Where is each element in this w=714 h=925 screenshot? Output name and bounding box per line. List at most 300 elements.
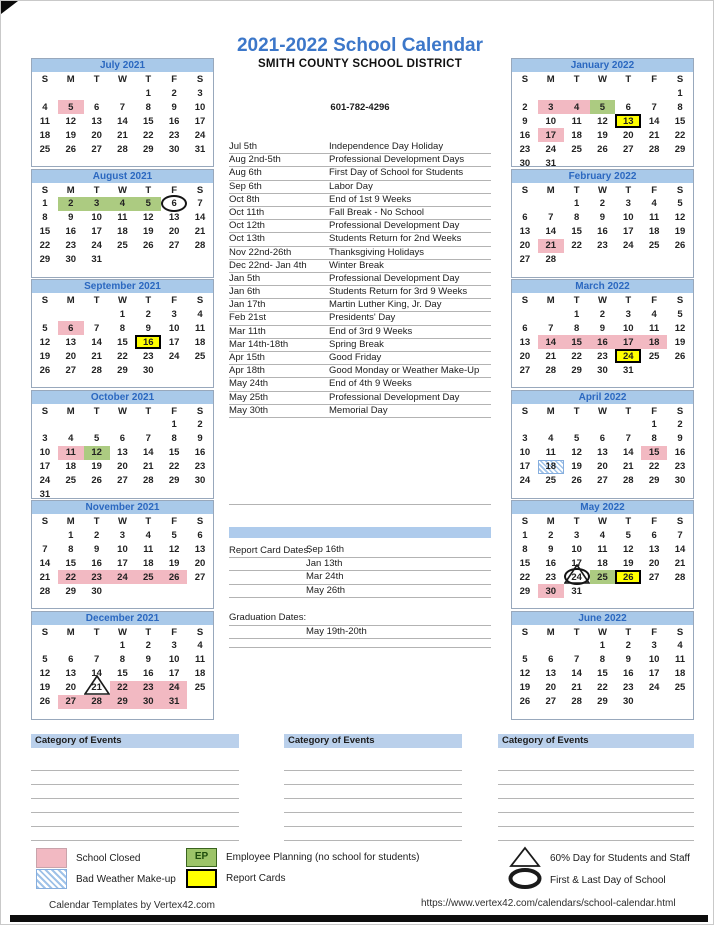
blank-rule-line	[229, 504, 491, 505]
day-number: 7	[42, 543, 48, 555]
day-number: 7	[93, 322, 100, 334]
day-cell	[590, 639, 616, 653]
oval-icon	[506, 867, 544, 893]
day-number: 12	[571, 447, 582, 458]
day-number: 4	[677, 640, 683, 651]
legend-label: School Closed	[76, 852, 141, 864]
day-cell	[161, 100, 187, 114]
day-cell	[615, 335, 641, 349]
day-number: 18	[65, 461, 77, 472]
month-title: August 2021	[32, 170, 213, 183]
day-number: 24	[519, 475, 531, 486]
empty-day-cell	[615, 86, 641, 100]
day-of-week-header: M	[66, 295, 75, 306]
day-number: 28	[117, 143, 128, 155]
day-number: 24	[648, 682, 660, 693]
empty-day-cell	[538, 197, 564, 211]
day-header-row	[512, 184, 693, 197]
day-number: 26	[623, 571, 634, 583]
day-cell	[615, 556, 641, 570]
day-of-week-header: S	[41, 405, 49, 417]
day-cell	[187, 667, 213, 681]
empty-day-cell	[161, 363, 187, 377]
day-of-week-header: S	[521, 295, 529, 306]
day-number: 15	[648, 447, 660, 458]
day-cell	[512, 695, 538, 709]
day-number: 26	[143, 240, 154, 251]
category-blank-lines	[284, 748, 462, 841]
day-cell	[512, 128, 538, 142]
day-number: 1	[522, 529, 528, 541]
day-cell	[615, 667, 641, 681]
week-row	[512, 474, 693, 488]
report-card-date: Jan 13th	[229, 558, 491, 572]
day-cell	[564, 128, 590, 142]
day-cell	[110, 528, 136, 542]
day-cell	[32, 239, 58, 253]
week-row	[512, 128, 693, 142]
event-date: Jul 5th	[229, 141, 257, 152]
day-number: 24	[194, 129, 206, 141]
day-number: 6	[548, 654, 554, 665]
week-row	[32, 446, 213, 460]
day-of-week-header: T	[625, 626, 632, 638]
day-of-week-header: S	[41, 295, 49, 306]
footer-url: https://www.vertex42.com/calendars/school-calendar.html	[421, 898, 676, 909]
day-number: 25	[39, 143, 51, 155]
day-number: 19	[39, 350, 51, 362]
day-number: 26	[91, 475, 102, 486]
day-cell	[538, 460, 564, 474]
day-of-week-header: T	[573, 74, 580, 85]
week-row	[32, 556, 213, 570]
day-header-row	[512, 515, 693, 528]
day-cell	[615, 321, 641, 335]
empty-day-cell	[564, 418, 590, 432]
event-date: Mar 14th-18th	[229, 338, 289, 350]
day-of-week-header: W	[597, 74, 607, 85]
day-cell	[32, 474, 58, 488]
day-cell	[187, 86, 213, 100]
empty-day-cell	[58, 307, 84, 321]
day-cell	[187, 653, 213, 667]
day-number: 22	[674, 129, 686, 141]
event-row	[229, 260, 491, 273]
day-of-week-header: M	[66, 516, 75, 527]
week-row	[512, 653, 693, 667]
week-row	[32, 460, 213, 474]
day-cell	[615, 681, 641, 695]
day-number: 17	[194, 115, 206, 127]
day-number: 18	[194, 668, 206, 679]
day-cell	[84, 653, 110, 667]
day-cell	[512, 225, 538, 239]
day-cell	[135, 225, 161, 239]
day-number: 30	[519, 157, 531, 169]
day-cell	[641, 542, 667, 556]
empty-day-cell	[512, 639, 538, 653]
day-number: 25	[117, 240, 128, 251]
day-cell	[110, 556, 136, 570]
day-number: 26	[65, 143, 77, 155]
day-of-week-header: S	[676, 405, 684, 417]
day-number: 18	[39, 129, 51, 141]
empty-day-cell	[512, 418, 538, 432]
day-number: 2	[68, 198, 74, 209]
day-number: 16	[168, 115, 180, 127]
event-row	[229, 194, 491, 207]
day-number: 21	[571, 682, 582, 693]
day-number: 1	[171, 419, 177, 430]
day-cell	[187, 114, 213, 128]
day-number: 29	[65, 585, 77, 597]
week-row	[512, 349, 693, 363]
day-number: 25	[648, 240, 660, 251]
day-number: 2	[548, 529, 554, 541]
empty-day-cell	[84, 488, 110, 502]
day-cell	[187, 211, 213, 225]
day-number: 28	[623, 475, 634, 486]
day-number: 30	[65, 254, 77, 265]
day-cell	[590, 114, 616, 128]
day-of-week-header: W	[597, 626, 607, 638]
day-of-week-header: T	[573, 295, 580, 306]
day-cell	[538, 156, 564, 170]
day-number: 8	[145, 101, 151, 113]
day-number: 25	[545, 475, 557, 486]
day-number: 1	[119, 640, 126, 651]
week-row	[32, 307, 213, 321]
empty-day-cell	[32, 307, 58, 321]
day-number: 13	[194, 543, 206, 555]
day-cell	[615, 432, 641, 446]
mini-calendar-june-2022	[511, 611, 694, 720]
day-number: 18	[648, 336, 660, 348]
month-title: February 2022	[512, 170, 693, 183]
day-number: 11	[675, 654, 686, 665]
day-cell	[641, 307, 667, 321]
day-number: 4	[119, 198, 126, 209]
day-cell	[161, 460, 187, 474]
day-number: 22	[648, 461, 660, 472]
day-number: 30	[194, 475, 206, 486]
day-of-week-header: T	[93, 295, 100, 306]
legend	[1, 846, 714, 896]
mini-calendar-december-2021	[31, 611, 214, 720]
day-number: 15	[571, 226, 582, 237]
day-cell	[161, 639, 187, 653]
day-number: 14	[545, 226, 557, 237]
day-cell	[187, 446, 213, 460]
event-row	[229, 378, 491, 391]
day-number: 24	[623, 350, 634, 362]
day-number: 14	[545, 336, 557, 348]
day-cell	[590, 556, 616, 570]
scan-bottom-bar	[10, 915, 708, 922]
day-cell	[512, 349, 538, 363]
day-number: 6	[599, 433, 606, 444]
event-description: Good Friday	[329, 352, 382, 363]
day-cell	[564, 460, 590, 474]
day-number: 18	[648, 226, 660, 237]
month-title: November 2021	[32, 501, 213, 514]
day-cell	[538, 432, 564, 446]
week-row	[512, 542, 693, 556]
day-cell	[590, 528, 616, 542]
day-number: 26	[168, 571, 180, 583]
day-cell	[667, 474, 693, 488]
day-number: 17	[168, 668, 180, 679]
day-cell	[161, 556, 187, 570]
day-cell	[110, 681, 136, 695]
day-cell	[135, 460, 161, 474]
day-cell	[667, 349, 693, 363]
day-cell	[641, 460, 667, 474]
day-of-week-header: S	[41, 516, 49, 527]
day-number: 13	[623, 115, 634, 127]
day-number: 21	[623, 461, 634, 472]
day-cell	[641, 114, 667, 128]
day-cell	[161, 197, 187, 211]
day-number: 12	[39, 336, 51, 348]
empty-day-cell	[615, 584, 641, 598]
day-cell	[135, 639, 161, 653]
day-number: 15	[571, 336, 582, 348]
day-cell	[58, 225, 84, 239]
day-number: 31	[91, 254, 102, 265]
day-number: 9	[145, 654, 151, 665]
day-number: 10	[571, 543, 582, 555]
empty-day-cell	[667, 156, 693, 170]
day-number: 18	[674, 668, 686, 679]
day-cell	[135, 307, 161, 321]
day-of-week-header: S	[676, 295, 684, 306]
day-cell	[590, 570, 616, 584]
day-cell	[615, 225, 641, 239]
day-of-week-header: M	[66, 405, 75, 417]
day-number: 20	[91, 129, 102, 141]
week-row	[512, 460, 693, 474]
day-cell	[641, 474, 667, 488]
day-number: 19	[674, 226, 686, 237]
category-of-events-section-1	[31, 734, 239, 841]
week-row	[512, 667, 693, 681]
week-row	[512, 556, 693, 570]
day-cell	[84, 542, 110, 556]
event-description: Spring Break	[329, 338, 384, 350]
day-number: 5	[93, 433, 100, 444]
day-number: 17	[39, 461, 51, 472]
day-cell	[667, 667, 693, 681]
day-cell	[615, 239, 641, 253]
event-description: End of 1st 9 Weeks	[329, 193, 412, 205]
key-dates-list	[229, 141, 491, 418]
day-number: 9	[197, 433, 203, 444]
event-row	[229, 207, 491, 220]
day-number: 23	[91, 571, 102, 583]
event-row	[229, 273, 491, 286]
day-cell	[161, 239, 187, 253]
event-description: Good Monday or Weather Make-Up	[329, 365, 480, 377]
month-grid	[512, 294, 693, 377]
day-number: 25	[648, 350, 660, 362]
day-cell	[538, 528, 564, 542]
day-number: 14	[117, 115, 128, 127]
day-number: 10	[117, 543, 128, 555]
event-row	[229, 352, 491, 365]
section-divider-band	[229, 527, 491, 538]
day-of-week-header: S	[196, 74, 204, 85]
day-number: 12	[674, 212, 686, 223]
day-of-week-header: M	[66, 626, 75, 638]
day-cell	[512, 156, 538, 170]
day-cell	[187, 335, 213, 349]
day-cell	[615, 446, 641, 460]
day-number: 21	[674, 557, 686, 569]
day-number: 8	[171, 433, 177, 444]
day-cell	[58, 335, 84, 349]
day-number: 13	[648, 543, 660, 555]
empty-day-cell	[58, 488, 84, 502]
day-number: 7	[145, 433, 151, 444]
week-row	[512, 100, 693, 114]
day-cell	[590, 142, 616, 156]
day-cell	[641, 321, 667, 335]
day-cell	[32, 570, 58, 584]
day-number: 1	[677, 87, 683, 99]
day-cell	[538, 239, 564, 253]
day-cell	[641, 528, 667, 542]
day-cell	[161, 681, 187, 695]
day-cell	[32, 460, 58, 474]
day-cell	[84, 128, 110, 142]
day-cell	[32, 225, 58, 239]
empty-day-cell	[615, 253, 641, 267]
day-number: 1	[119, 308, 126, 320]
day-cell	[564, 321, 590, 335]
calendar-column-left	[31, 58, 214, 721]
day-cell	[538, 556, 564, 570]
day-cell	[590, 460, 616, 474]
day-number: 11	[649, 212, 660, 223]
empty-day-cell	[590, 584, 616, 598]
day-number: 26	[674, 350, 686, 362]
day-number: 11	[597, 543, 608, 555]
day-cell	[641, 432, 667, 446]
day-number: 20	[194, 557, 206, 569]
day-number: 11	[571, 115, 582, 127]
category-blank-lines	[31, 748, 239, 841]
empty-day-cell	[32, 418, 58, 432]
day-cell	[110, 225, 136, 239]
week-row	[32, 432, 213, 446]
mini-calendar-may-2022	[511, 500, 694, 609]
day-number: 27	[623, 143, 634, 155]
day-cell	[32, 695, 58, 709]
day-number: 13	[65, 668, 77, 679]
day-cell	[84, 446, 110, 460]
day-number: 16	[65, 226, 77, 237]
day-number: 16	[597, 336, 608, 348]
day-number: 17	[91, 226, 102, 237]
day-number: 5	[68, 101, 74, 113]
day-number: 27	[597, 475, 608, 486]
week-row	[512, 639, 693, 653]
day-number: 17	[571, 557, 582, 569]
day-number: 8	[651, 433, 657, 444]
day-of-week-header: M	[546, 74, 555, 85]
day-number: 28	[545, 254, 557, 265]
day-cell	[615, 528, 641, 542]
day-of-week-header: S	[196, 626, 204, 638]
week-row	[512, 363, 693, 377]
day-cell	[135, 570, 161, 584]
day-of-week-header: M	[546, 405, 555, 417]
day-cell	[538, 253, 564, 267]
day-number: 13	[65, 336, 77, 348]
day-cell	[32, 100, 58, 114]
report-card-date: Sep 16th	[229, 544, 491, 558]
day-number: 22	[597, 682, 608, 693]
day-number: 17	[648, 668, 660, 679]
event-date: Apr 18th	[229, 365, 265, 377]
month-grid	[32, 184, 213, 267]
day-cell	[667, 460, 693, 474]
day-number: 28	[194, 240, 206, 251]
day-number: 31	[571, 585, 582, 597]
day-cell	[161, 321, 187, 335]
day-number: 24	[117, 571, 128, 583]
day-number: 1	[42, 198, 48, 209]
day-cell	[110, 335, 136, 349]
event-row	[229, 220, 491, 233]
day-of-week-header: S	[521, 184, 529, 196]
day-number: 21	[39, 571, 51, 583]
day-cell	[187, 542, 213, 556]
day-cell	[84, 556, 110, 570]
day-number: 2	[171, 87, 177, 99]
month-grid	[512, 515, 693, 598]
day-cell	[187, 128, 213, 142]
day-number: 4	[42, 101, 48, 113]
day-number: 18	[194, 336, 206, 348]
empty-day-cell	[564, 156, 590, 170]
day-number: 10	[91, 212, 102, 223]
event-row	[229, 365, 491, 378]
event-row	[229, 326, 491, 339]
day-number: 4	[197, 640, 203, 651]
event-description: End of 3rd 9 Weeks	[329, 325, 413, 337]
day-number: 17	[168, 336, 180, 348]
day-cell	[512, 253, 538, 267]
week-row	[32, 474, 213, 488]
day-cell	[564, 100, 590, 114]
empty-day-cell	[641, 695, 667, 709]
empty-day-cell	[564, 253, 590, 267]
day-number: 29	[674, 143, 686, 155]
day-cell	[590, 239, 616, 253]
day-number: 9	[93, 543, 100, 555]
day-cell	[58, 197, 84, 211]
day-number: 27	[519, 254, 531, 265]
day-cell	[564, 432, 590, 446]
event-row	[229, 405, 491, 418]
employee-planning-swatch: EP	[186, 848, 217, 867]
week-row	[512, 528, 693, 542]
day-number: 10	[39, 447, 51, 458]
day-of-week-header: T	[145, 74, 152, 85]
day-number: 29	[519, 585, 531, 597]
